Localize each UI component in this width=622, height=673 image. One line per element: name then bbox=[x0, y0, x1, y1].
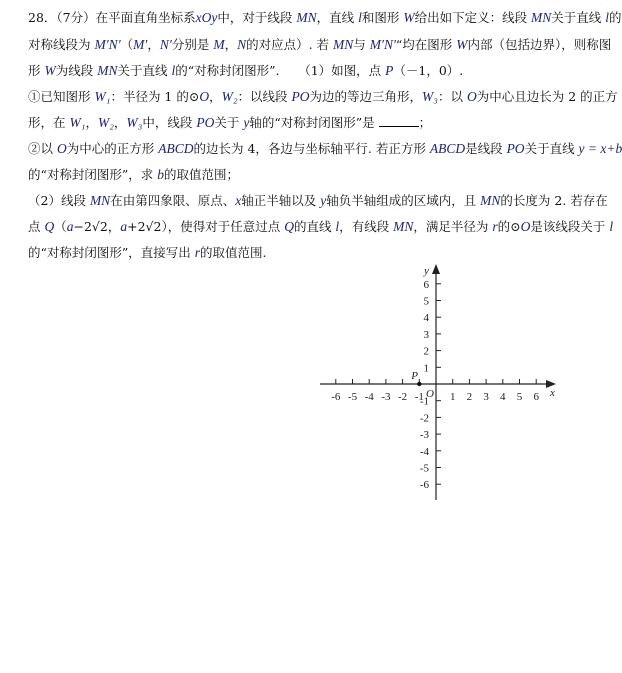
x-tick-label: 6 bbox=[533, 391, 539, 403]
math-expression: Q bbox=[44, 219, 55, 234]
y-tick-label: 1 bbox=[423, 362, 429, 375]
math-expression: Q bbox=[284, 219, 294, 234]
x-tick-label: 3 bbox=[483, 391, 489, 403]
y-tick-label: -5 bbox=[419, 462, 429, 475]
text-segment: 和图形 bbox=[361, 10, 404, 25]
text-segment: 中，线段 bbox=[142, 115, 197, 130]
text-segment: 轴负半轴组成的区域内，且 bbox=[326, 193, 481, 208]
point-p bbox=[417, 382, 421, 386]
text-segment: 轴正半轴以及 bbox=[241, 193, 321, 208]
x-tick-label: -1 bbox=[414, 391, 424, 403]
text-segment: （ bbox=[120, 37, 134, 52]
math-expression: W bbox=[403, 10, 415, 25]
text-segment: 的直线 bbox=[293, 219, 336, 234]
text-segment: 关于 bbox=[214, 115, 244, 130]
math-expression: W bbox=[44, 63, 56, 78]
math-expression: M′ bbox=[133, 37, 148, 52]
math-expression: PO bbox=[291, 89, 310, 104]
text-segment: 为线段 bbox=[55, 63, 98, 78]
math-expression: a bbox=[120, 219, 128, 234]
text-segment: 是线段 bbox=[465, 141, 507, 156]
text-segment: ：以线段 bbox=[237, 89, 292, 104]
math-expression: O bbox=[520, 219, 531, 234]
text-segment: “均在图形 bbox=[395, 37, 457, 52]
math-expression: M bbox=[213, 37, 225, 52]
text-segment: 点 bbox=[28, 219, 45, 234]
math-expression: xOy bbox=[195, 10, 218, 25]
math-expression: O bbox=[466, 89, 477, 104]
math-expression: O bbox=[199, 89, 210, 104]
y-tick-label: 3 bbox=[423, 328, 429, 341]
y-arrow-icon bbox=[432, 264, 440, 274]
math-expression: l bbox=[335, 219, 340, 234]
math-expression: MN bbox=[480, 193, 501, 208]
point-p-label: P bbox=[411, 370, 419, 382]
text-segment: 的“对称封闭图形”，求 bbox=[28, 167, 158, 182]
math-expression: N′ bbox=[159, 37, 172, 52]
text-segment: 的 bbox=[609, 10, 622, 25]
text-segment: 的“对称封闭图形”，直接写出 bbox=[28, 245, 195, 260]
text-segment: 形 bbox=[28, 63, 45, 78]
text-segment: 给出如下定义：线段 bbox=[414, 10, 532, 25]
text-segment: 形，在 bbox=[28, 115, 70, 130]
x-tick-label: -5 bbox=[347, 391, 358, 403]
text-segment: 为中心的正方形 bbox=[66, 141, 159, 156]
y-tick-label: -6 bbox=[419, 479, 429, 492]
y-tick-label: -4 bbox=[419, 445, 429, 458]
text-segment: 的边长为 4，各边与坐标轴平行. 若正方形 bbox=[193, 141, 430, 156]
text-segment: ，满足半径为 bbox=[413, 219, 493, 234]
text-segment: ①已知图形 bbox=[28, 89, 95, 104]
text-segment: −2√2， bbox=[73, 219, 121, 234]
math-expression: l bbox=[605, 10, 610, 25]
math-expression: l bbox=[609, 219, 614, 234]
text-segment: 对称线段为 bbox=[28, 37, 95, 52]
text-segment: ， bbox=[147, 37, 160, 52]
x-tick-label: -3 bbox=[381, 391, 391, 403]
x-axis-label: x bbox=[550, 387, 555, 399]
y-tick-label: -3 bbox=[419, 429, 429, 442]
y-tick-label: 6 bbox=[423, 278, 429, 291]
math-expression: W₁ bbox=[69, 115, 86, 130]
math-expression: N bbox=[237, 37, 247, 52]
y-axis-label: y bbox=[424, 265, 429, 277]
math-expression: W bbox=[456, 37, 468, 52]
x-tick-label: -4 bbox=[364, 391, 374, 403]
text-segment: +2√2），使得对于任意过点 bbox=[127, 219, 285, 234]
text-segment: 中，对于线段 bbox=[217, 10, 297, 25]
math-expression: W₃ bbox=[422, 89, 438, 104]
x-tick-label: 5 bbox=[516, 391, 523, 403]
text-segment: 为边的等边三角形， bbox=[309, 89, 423, 104]
text-segment: 的对应点）. 若 bbox=[246, 37, 334, 52]
text-segment: ②以 bbox=[28, 141, 57, 156]
text-segment: ， bbox=[224, 37, 238, 52]
text-segment: ； bbox=[418, 115, 432, 130]
math-expression: W₃ bbox=[126, 115, 143, 130]
text-segment: 关于直线 bbox=[551, 10, 606, 25]
text-segment: （2）线段 bbox=[28, 193, 90, 208]
math-expression: MN bbox=[296, 10, 317, 25]
math-expression: a bbox=[66, 219, 74, 234]
math-expression: MN bbox=[393, 219, 414, 234]
text-segment: ：以 bbox=[437, 89, 467, 104]
math-expression: MN bbox=[89, 193, 111, 208]
text-segment: ， bbox=[113, 115, 127, 130]
math-expression: W₁ bbox=[94, 89, 111, 104]
text-segment: 关于直线 bbox=[117, 63, 172, 78]
math-expression: x bbox=[235, 193, 242, 208]
math-expression: M′N′ bbox=[369, 37, 396, 52]
x-tick-label: 4 bbox=[500, 391, 506, 403]
text-segment: 轴的“对称封闭图形”是 bbox=[249, 115, 379, 130]
math-expression: PO bbox=[506, 141, 525, 156]
math-expression: l bbox=[171, 63, 176, 78]
text-segment: 的取值范围； bbox=[164, 167, 240, 182]
math-expression: r bbox=[194, 245, 201, 260]
text-segment: 内部（包括边界），则称图 bbox=[467, 37, 612, 52]
math-expression: O bbox=[56, 141, 67, 156]
math-expression: y bbox=[320, 193, 327, 208]
math-expression: MN bbox=[97, 63, 118, 78]
math-expression: M′N′ bbox=[94, 37, 121, 52]
text-segment: 关于直线 bbox=[524, 141, 579, 156]
math-expression: y = x+b bbox=[578, 141, 622, 156]
x-tick-label: 1 bbox=[449, 391, 456, 403]
math-expression: PO bbox=[196, 115, 215, 130]
text-segment: 分别是 bbox=[171, 37, 214, 52]
x-tick-label: 2 bbox=[466, 391, 473, 403]
text-segment: 为中心且边长为 2 的正方 bbox=[476, 89, 618, 104]
text-segment: 的长度为 2. 若存在 bbox=[500, 193, 608, 208]
math-expression: W₂ bbox=[97, 115, 114, 130]
math-expression: MN bbox=[531, 10, 552, 25]
text-segment: ，直线 bbox=[316, 10, 359, 25]
text-segment: （ bbox=[54, 219, 67, 234]
text-segment: 的⊙ bbox=[497, 219, 521, 234]
math-expression: P bbox=[385, 63, 394, 78]
math-expression: b bbox=[157, 167, 165, 182]
text-segment: ， bbox=[85, 115, 98, 130]
origin-label: O bbox=[426, 388, 434, 400]
y-tick-label: 5 bbox=[423, 295, 429, 308]
math-expression: ABCD bbox=[429, 141, 466, 156]
math-expression: r bbox=[492, 219, 498, 234]
math-expression: W₂ bbox=[221, 89, 238, 104]
text-segment: 是该线段关于 bbox=[530, 219, 610, 234]
y-tick-label: -1 bbox=[419, 395, 429, 408]
x-tick-label: -6 bbox=[331, 391, 341, 403]
text-segment: 的取值范围. bbox=[200, 245, 267, 260]
x-tick-label: -2 bbox=[398, 391, 408, 403]
text-segment: （－1，0）. bbox=[393, 63, 464, 78]
text-segment: ：半径为 1 的⊙ bbox=[110, 89, 200, 104]
text-segment: 在由第四象限、原点、 bbox=[110, 193, 236, 208]
math-expression: ABCD bbox=[158, 141, 194, 156]
y-tick-label: -2 bbox=[419, 412, 429, 425]
math-expression: MN bbox=[333, 37, 354, 52]
y-tick-label: 4 bbox=[423, 312, 429, 325]
text-segment: 与 bbox=[353, 37, 370, 52]
text-segment: 28．（7分）在平面直角坐标系 bbox=[28, 10, 196, 25]
text-segment: 的“对称封闭图形”. （1）如图，点 bbox=[175, 63, 386, 78]
y-tick-label: 2 bbox=[423, 345, 429, 358]
math-expression: y bbox=[243, 115, 250, 130]
math-expression: l bbox=[358, 10, 362, 25]
text-segment: ， bbox=[209, 89, 222, 104]
text-segment: ，有线段 bbox=[339, 219, 394, 234]
